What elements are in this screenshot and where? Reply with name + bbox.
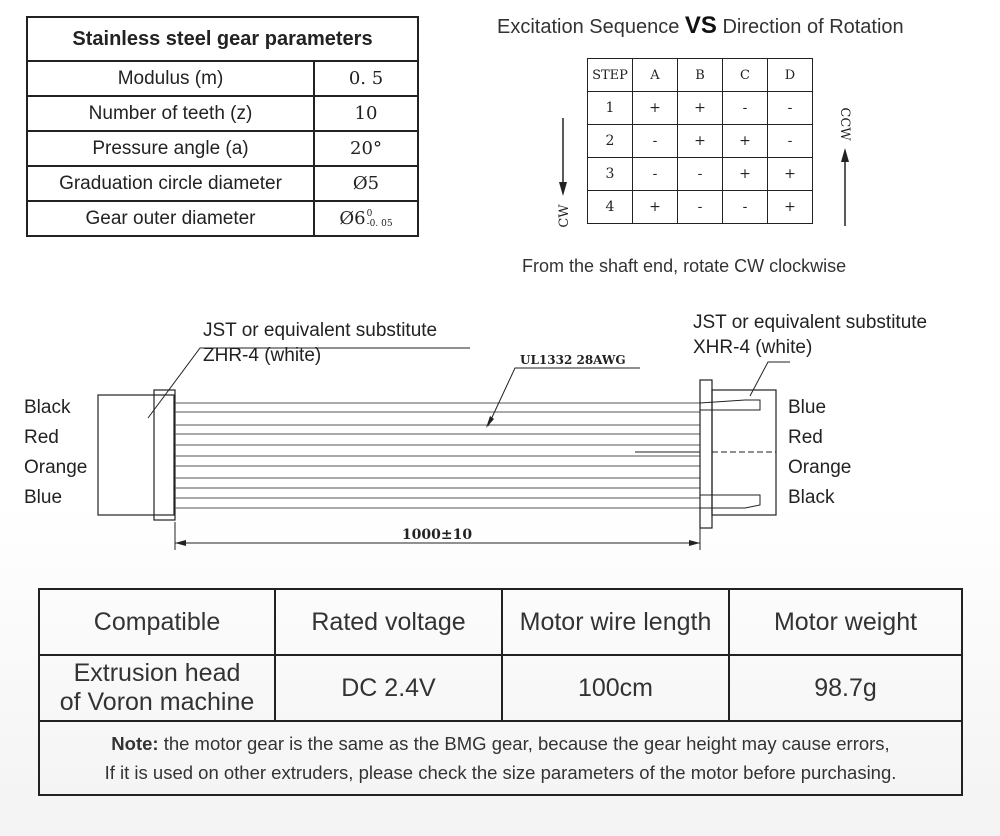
table-header-row [588, 59, 813, 92]
cw-arrow-icon [548, 108, 578, 236]
right-latch-bottom [700, 495, 760, 508]
cell: - [633, 125, 678, 158]
motor-weight-value: 98.7g [729, 655, 962, 721]
left-wire-label: Blue [24, 487, 63, 508]
left-connector-model: ZHR-4 (white) [203, 345, 322, 366]
dimension-arrow-icon [175, 540, 186, 546]
leader-arrow-icon [486, 416, 494, 428]
left-connector-label: JST or equivalent substitute [203, 320, 438, 341]
gear-param-label: Pressure angle (a) [27, 131, 314, 166]
compatible-value: Extrusion head of Voron machine [39, 655, 275, 721]
cell: + [768, 158, 813, 191]
cell: 1 [588, 92, 633, 125]
header-cell: A [633, 59, 678, 92]
cell: - [723, 92, 768, 125]
right-wire-label: Red [788, 427, 823, 448]
right-wire-label: Orange [788, 457, 852, 478]
gear-outer-diameter-value: Ø6 [339, 208, 366, 229]
rated-voltage-value: DC 2.4V [275, 655, 502, 721]
table-row [27, 61, 418, 96]
cell: 2 [588, 125, 633, 158]
table-row [27, 201, 418, 236]
gear-param-label: Gear outer diameter [27, 201, 314, 236]
cable-length: 1000±10 [401, 527, 473, 543]
right-wire-label: Black [788, 487, 835, 508]
left-wire-label: Red [24, 427, 59, 448]
cable-spec-leader [488, 368, 640, 426]
excitation-title-right: Direction of Rotation [716, 16, 904, 38]
gear-parameters-table [26, 16, 419, 237]
cw-label: CW [557, 204, 572, 228]
left-connector-flange [154, 390, 175, 520]
gear-param-value: 20° [314, 131, 418, 166]
gear-param-value [314, 201, 418, 236]
gear-param-value: Ø5 [314, 166, 418, 201]
header-cell: Motor weight [729, 589, 962, 655]
cell: - [723, 191, 768, 224]
table-row [27, 166, 418, 201]
cell: - [768, 125, 813, 158]
cell: - [633, 158, 678, 191]
cell: + [723, 158, 768, 191]
note-cell [39, 721, 962, 795]
table-row [27, 96, 418, 131]
wire-length-value: 100cm [502, 655, 729, 721]
cell: - [678, 191, 723, 224]
cell: + [678, 125, 723, 158]
cell: - [678, 158, 723, 191]
cell: - [768, 92, 813, 125]
table-header-row [39, 589, 962, 655]
cell: + [633, 191, 678, 224]
gear-param-value: 0. 5 [314, 61, 418, 96]
cell: 3 [588, 158, 633, 191]
motor-spec-table [38, 588, 963, 796]
dimension-arrow-icon [689, 540, 700, 546]
tolerance-upper: 0 [366, 209, 373, 219]
table-row [588, 92, 813, 125]
tolerance-lower: -0. 05 [366, 219, 393, 229]
header-cell: B [678, 59, 723, 92]
right-wire-label: Blue [788, 397, 827, 418]
excitation-table [587, 58, 813, 224]
table-row [588, 125, 813, 158]
header-cell: Rated voltage [275, 589, 502, 655]
cell: + [768, 191, 813, 224]
header-cell: Motor wire length [502, 589, 729, 655]
header-cell: C [723, 59, 768, 92]
gear-table-title: Stainless steel gear parameters [27, 17, 418, 61]
right-connector-model: XHR-4 (white) [693, 337, 813, 358]
right-connector-leader [750, 362, 790, 396]
gear-param-label: Graduation circle diameter [27, 166, 314, 201]
header-cell: D [768, 59, 813, 92]
rotation-footnote: From the shaft end, rotate CW clockwise [522, 256, 847, 276]
table-row [27, 131, 418, 166]
gear-param-label: Modulus (m) [27, 61, 314, 96]
cable-spec: UL1332 28AWG [520, 353, 626, 367]
right-latch-top [700, 400, 760, 410]
cable-bundle [175, 403, 700, 508]
cell: + [723, 125, 768, 158]
ccw-arrow-icon [830, 100, 860, 230]
table-row [588, 158, 813, 191]
note-line-1: the motor gear is the same as the BMG gear, because the gear height may cause errors, [158, 733, 890, 754]
gear-param-value: 10 [314, 96, 418, 131]
wiring-diagram [0, 300, 1000, 560]
cell: 4 [588, 191, 633, 224]
note-label: Note: [111, 733, 159, 754]
left-connector-body [98, 395, 174, 515]
excitation-title [497, 12, 904, 40]
table-row [39, 655, 962, 721]
note-line-2: If it is used on other extruders, please check the size parameters of the motor before purchasing. [104, 762, 897, 783]
header-cell: STEP [588, 59, 633, 92]
cell: + [678, 92, 723, 125]
table-row [588, 191, 813, 224]
header-cell: Compatible [39, 589, 275, 655]
cell: + [633, 92, 678, 125]
ccw-label: CCW [837, 107, 852, 141]
table-row [39, 721, 962, 795]
tolerance [367, 209, 393, 229]
excitation-title-vs: VS [684, 12, 717, 39]
right-connector-label: JST or equivalent substitute [693, 312, 928, 333]
gear-param-label: Number of teeth (z) [27, 96, 314, 131]
left-wire-label: Orange [24, 457, 88, 478]
excitation-title-left: Excitation Sequence [497, 16, 685, 38]
left-wire-label: Black [24, 397, 71, 418]
